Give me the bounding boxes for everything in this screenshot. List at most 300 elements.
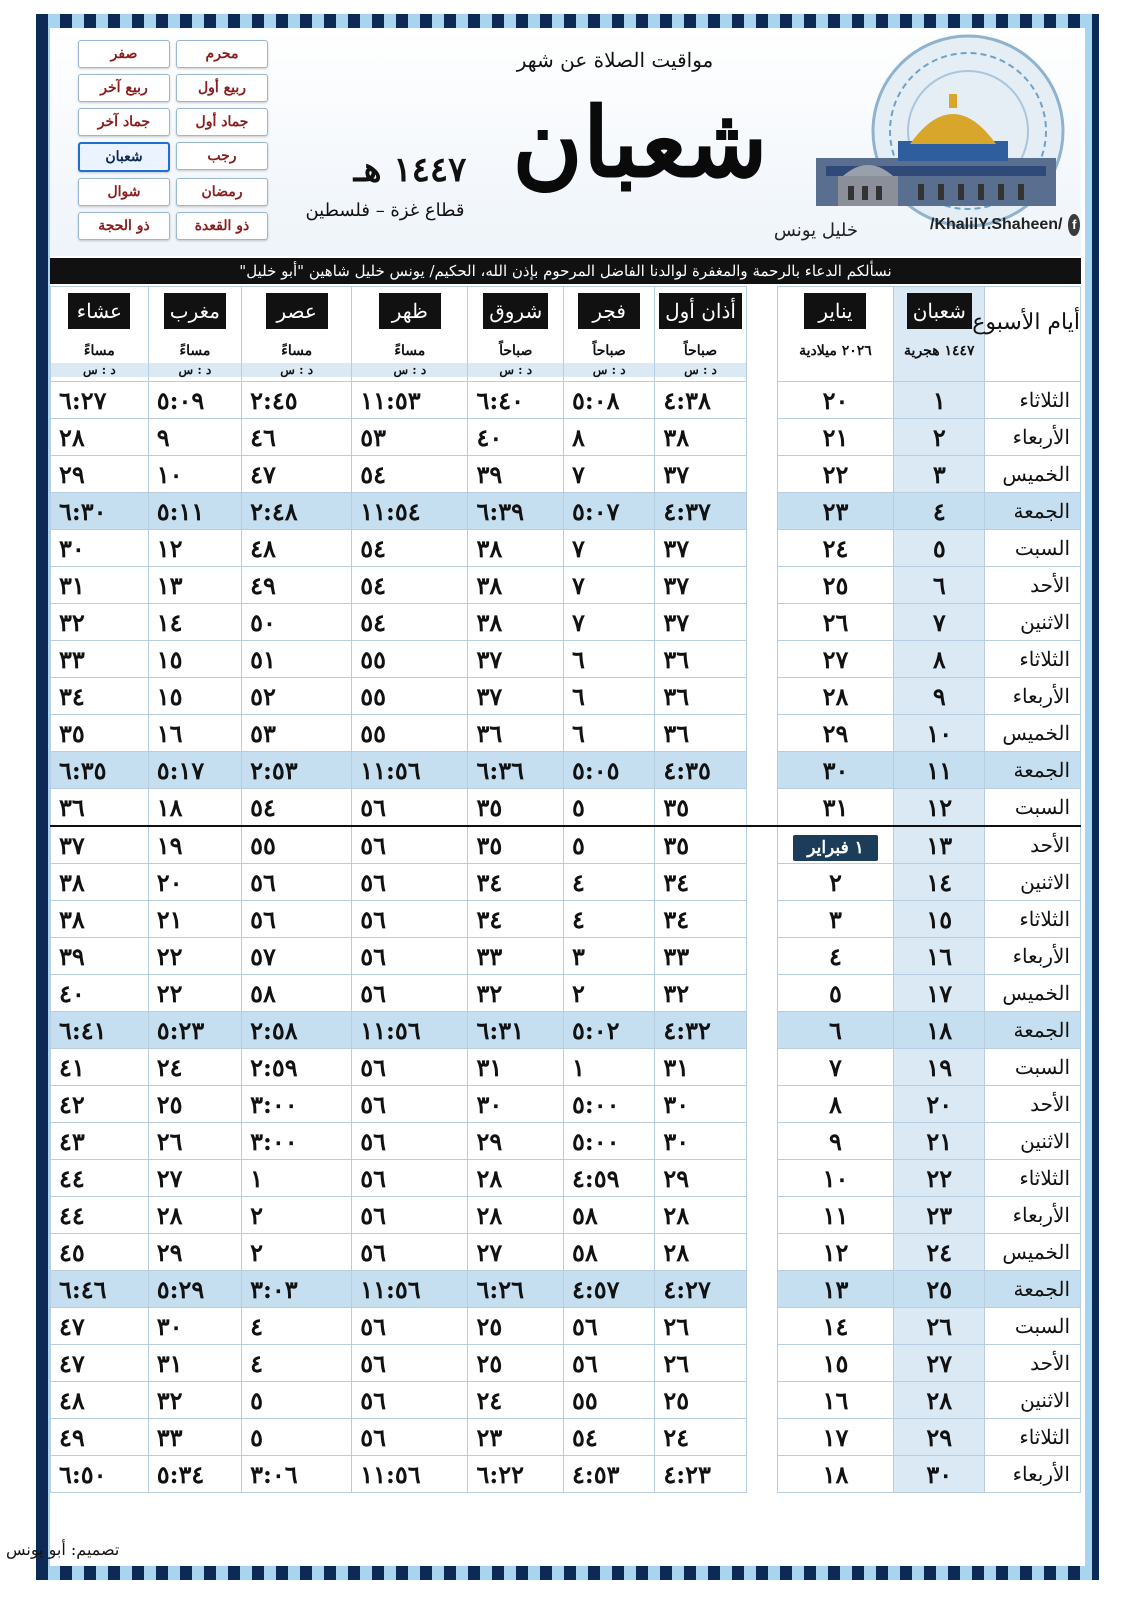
prayer-time-cell: ٦:٣٩ bbox=[468, 493, 564, 530]
day-name: الخميس bbox=[985, 1234, 1081, 1271]
prayer-label: ظهر bbox=[379, 293, 441, 329]
prayer-time-cell: ٤:٣٧ bbox=[655, 493, 746, 530]
prayer-time-cell: ٢٧ bbox=[468, 1234, 564, 1271]
prayer-time-cell: ٣٢ bbox=[468, 975, 564, 1012]
prayer-time-cell: ٥٧ bbox=[242, 938, 352, 975]
hijri-day: ٢٢ bbox=[894, 1160, 985, 1197]
hijri-day: ٢٦ bbox=[894, 1308, 985, 1345]
prayer-time-cell: ٢١ bbox=[148, 901, 241, 938]
prayer-time-cell: ٥٦ bbox=[352, 826, 468, 864]
day-name: السبت bbox=[985, 1308, 1081, 1345]
header-prayer-3 bbox=[352, 287, 468, 382]
gregorian-day: ٢٨ bbox=[777, 678, 893, 715]
prayer-time-cell: ٤ bbox=[563, 864, 654, 901]
prayer-label: عصر bbox=[266, 293, 328, 329]
prayer-period: صباحاً bbox=[683, 343, 718, 359]
prayer-time-cell: ٢٩ bbox=[655, 1160, 746, 1197]
prayer-period: مساءً bbox=[281, 343, 313, 359]
table-row bbox=[51, 1419, 1081, 1456]
gregorian-day: ٢ bbox=[777, 864, 893, 901]
table-row bbox=[51, 1382, 1081, 1419]
day-name: السبت bbox=[985, 530, 1081, 567]
time-unit: د : س bbox=[564, 363, 654, 377]
prayer-time-cell: ٣٥ bbox=[468, 789, 564, 827]
day-name: الأربعاء bbox=[985, 419, 1081, 456]
hijri-day: ٧ bbox=[894, 604, 985, 641]
prayer-time-cell: ٤:٣٨ bbox=[655, 382, 746, 419]
prayer-time-cell: ٣٢ bbox=[51, 604, 149, 641]
prayer-time-cell: ٥٣ bbox=[242, 715, 352, 752]
gregorian-day: ٢٩ bbox=[777, 715, 893, 752]
prayer-time-cell: ٣٩ bbox=[51, 938, 149, 975]
month-chip[interactable]: محرم bbox=[176, 40, 268, 68]
prayer-time-cell: ٥٦ bbox=[352, 1123, 468, 1160]
gregorian-day: ٥ bbox=[777, 975, 893, 1012]
column-gap bbox=[746, 901, 777, 938]
prayer-time-cell: ٥٦ bbox=[352, 1160, 468, 1197]
hijri-day: ١٣ bbox=[894, 826, 985, 864]
prayer-time-cell: ٥٦ bbox=[352, 1234, 468, 1271]
dua-banner: نسألكم الدعاء بالرحمة والمغفرة لوالدنا الفاضل المرحوم بإذن الله، الحكيم/ يونس خليل شاهين "أبو خليل" bbox=[50, 258, 1081, 284]
prayer-time-cell: ٢٩ bbox=[468, 1123, 564, 1160]
day-name: الجمعة bbox=[985, 752, 1081, 789]
table-row bbox=[51, 1308, 1081, 1345]
prayer-time-cell: ٥:١٧ bbox=[148, 752, 241, 789]
day-name: الأحد bbox=[985, 1086, 1081, 1123]
prayer-time-cell: ٢٨ bbox=[655, 1197, 746, 1234]
prayer-time-cell: ٢:٥٩ bbox=[242, 1049, 352, 1086]
region-label: قطاع غزة – فلسطين bbox=[305, 200, 465, 221]
column-gap bbox=[746, 975, 777, 1012]
prayer-time-cell: ٣٨ bbox=[468, 530, 564, 567]
month-chip[interactable]: صفر bbox=[78, 40, 170, 68]
prayer-time-cell: ٣٧ bbox=[468, 641, 564, 678]
table-row bbox=[51, 975, 1081, 1012]
prayer-time-cell: ٢ bbox=[242, 1197, 352, 1234]
prayer-time-cell: ١٤ bbox=[148, 604, 241, 641]
prayer-time-cell: ٣٥ bbox=[468, 826, 564, 864]
day-name: الاثنين bbox=[985, 1382, 1081, 1419]
prayer-time-cell: ٥:٠٠ bbox=[563, 1123, 654, 1160]
prayer-label: أذان أول bbox=[659, 293, 742, 329]
prayer-time-cell: ٣٧ bbox=[655, 604, 746, 641]
month-chip[interactable]: جماد أول bbox=[176, 108, 268, 136]
day-name: السبت bbox=[985, 1049, 1081, 1086]
day-name: الثلاثاء bbox=[985, 901, 1081, 938]
prayer-time-cell: ٥٥ bbox=[242, 826, 352, 864]
prayer-time-cell: ٣٠ bbox=[655, 1123, 746, 1160]
prayer-time-cell: ٣٧ bbox=[655, 456, 746, 493]
month-chip[interactable]: ذو القعدة bbox=[176, 212, 268, 240]
prayer-time-cell: ٦:٣٠ bbox=[51, 493, 149, 530]
prayer-time-cell: ٣٣ bbox=[148, 1419, 241, 1456]
prayer-time-cell: ٤٦ bbox=[242, 419, 352, 456]
prayer-time-cell: ٣٤ bbox=[51, 678, 149, 715]
prayer-period: مساءً bbox=[83, 343, 115, 359]
prayer-time-cell: ٤٣ bbox=[51, 1123, 149, 1160]
day-name: الجمعة bbox=[985, 493, 1081, 530]
prayer-time-cell: ٥:٠٧ bbox=[563, 493, 654, 530]
prayer-time-cell: ٣٥ bbox=[51, 715, 149, 752]
prayer-time-cell: ٥ bbox=[242, 1419, 352, 1456]
hijri-day: ٢ bbox=[894, 419, 985, 456]
prayer-time-cell: ٦:٣١ bbox=[468, 1012, 564, 1049]
time-unit: د : س bbox=[149, 363, 241, 377]
prayer-time-cell: ٤:٢٣ bbox=[655, 1456, 746, 1493]
prayer-time-cell: ٥٥ bbox=[352, 641, 468, 678]
table-row bbox=[51, 826, 1081, 864]
prayer-time-cell: ٦:٤١ bbox=[51, 1012, 149, 1049]
prayer-time-cell: ١ bbox=[242, 1160, 352, 1197]
column-gap bbox=[746, 493, 777, 530]
gregorian-day: ١٨ bbox=[777, 1456, 893, 1493]
prayer-time-cell: ٥٥ bbox=[352, 715, 468, 752]
gregorian-day: ٩ bbox=[777, 1123, 893, 1160]
gregorian-day: ١٣ bbox=[777, 1271, 893, 1308]
prayer-label: مغرب bbox=[164, 293, 226, 329]
prayer-time-cell: ٢٤ bbox=[655, 1419, 746, 1456]
column-gap bbox=[746, 1345, 777, 1382]
header-prayer-5 bbox=[148, 287, 241, 382]
gregorian-day: ٨ bbox=[777, 1086, 893, 1123]
month-chip[interactable]: ربيع أول bbox=[176, 74, 268, 102]
prayer-time-cell: ٥:٠٩ bbox=[148, 382, 241, 419]
prayer-time-cell: ٣٦ bbox=[655, 678, 746, 715]
table-row bbox=[51, 1160, 1081, 1197]
gregorian-day: ٢٠ bbox=[777, 382, 893, 419]
hijri-year: ١٤٤٧ هـ bbox=[353, 150, 467, 190]
time-unit: د : س bbox=[655, 363, 745, 377]
prayer-time-cell: ٤:٥٩ bbox=[563, 1160, 654, 1197]
column-gap bbox=[746, 567, 777, 604]
prayer-time-cell: ٥٦ bbox=[563, 1308, 654, 1345]
prayer-time-cell: ٣١ bbox=[51, 567, 149, 604]
prayer-time-cell: ٤٩ bbox=[242, 567, 352, 604]
prayer-time-cell: ٣٧ bbox=[51, 826, 149, 864]
prayer-time-cell: ٥٨ bbox=[242, 975, 352, 1012]
header-prayer-4 bbox=[242, 287, 352, 382]
prayer-time-cell: ٥ bbox=[563, 789, 654, 827]
prayer-time-cell: ٣٨ bbox=[468, 567, 564, 604]
prayer-time-cell: ٥ bbox=[242, 1382, 352, 1419]
prayer-time-cell: ٥٤ bbox=[352, 530, 468, 567]
hijri-day: ٤ bbox=[894, 493, 985, 530]
prayer-time-cell: ٥٦ bbox=[352, 1049, 468, 1086]
gregorian-day: ١١ bbox=[777, 1197, 893, 1234]
prayer-time-cell: ١٨ bbox=[148, 789, 241, 827]
prayer-time-cell: ٧ bbox=[563, 567, 654, 604]
table-row bbox=[51, 604, 1081, 641]
prayer-time-cell: ٤٩ bbox=[51, 1419, 149, 1456]
hijri-day: ١ bbox=[894, 382, 985, 419]
prayer-times-body bbox=[51, 382, 1081, 1493]
hijri-day: ١٥ bbox=[894, 901, 985, 938]
prayer-time-cell: ٣:٠٠ bbox=[242, 1123, 352, 1160]
prayer-time-cell: ٥٦ bbox=[563, 1345, 654, 1382]
hijri-day: ١٤ bbox=[894, 864, 985, 901]
prayer-time-cell: ٥٦ bbox=[352, 938, 468, 975]
prayer-time-cell: ٢:٤٥ bbox=[242, 382, 352, 419]
prayer-time-cell: ٥:٠٨ bbox=[563, 382, 654, 419]
table-row bbox=[51, 567, 1081, 604]
column-gap bbox=[746, 752, 777, 789]
prayer-time-cell: ٢٨ bbox=[468, 1197, 564, 1234]
month-selector bbox=[78, 40, 268, 240]
gregorian-day: ٢١ bbox=[777, 419, 893, 456]
month-start-badge: ١ فبراير bbox=[793, 835, 878, 861]
prayer-time-cell: ٣٠ bbox=[468, 1086, 564, 1123]
prayer-time-cell: ٥ bbox=[563, 826, 654, 864]
hijri-day: ٢٤ bbox=[894, 1234, 985, 1271]
month-chip[interactable]: شعبان bbox=[78, 142, 170, 172]
prayer-time-cell: ٢٥ bbox=[468, 1345, 564, 1382]
prayer-time-cell: ٢:٥٣ bbox=[242, 752, 352, 789]
prayer-time-cell: ٦ bbox=[563, 678, 654, 715]
prayer-time-cell: ٥:٠٠ bbox=[563, 1086, 654, 1123]
column-gap bbox=[746, 678, 777, 715]
gregorian-day: ٢٧ bbox=[777, 641, 893, 678]
day-name: الأربعاء bbox=[985, 938, 1081, 975]
gregorian-sub: ٢٠٢٦ ميلادية bbox=[799, 343, 872, 359]
hijri-day: ١٠ bbox=[894, 715, 985, 752]
prayer-time-cell: ٢٨ bbox=[148, 1197, 241, 1234]
subtitle: مواقيت الصلاة عن شهر bbox=[516, 48, 714, 72]
month-chip[interactable]: رجب bbox=[176, 142, 268, 170]
prayer-time-cell: ٦:٢٦ bbox=[468, 1271, 564, 1308]
prayer-time-cell: ٥٤ bbox=[242, 789, 352, 827]
prayer-time-cell: ٢ bbox=[563, 975, 654, 1012]
prayer-time-cell: ٣٤ bbox=[468, 901, 564, 938]
prayer-time-cell: ٣:٠٣ bbox=[242, 1271, 352, 1308]
table-row bbox=[51, 864, 1081, 901]
column-gap bbox=[746, 1049, 777, 1086]
table-row bbox=[51, 678, 1081, 715]
gregorian-day bbox=[777, 826, 893, 864]
table-row bbox=[51, 1086, 1081, 1123]
gregorian-day: ٣ bbox=[777, 901, 893, 938]
prayer-time-cell: ٤ bbox=[563, 901, 654, 938]
column-gap bbox=[746, 1234, 777, 1271]
prayer-time-cell: ٢٣ bbox=[468, 1419, 564, 1456]
day-name: الثلاثاء bbox=[985, 641, 1081, 678]
month-chip[interactable]: رمضان bbox=[176, 178, 268, 206]
prayer-time-cell: ٣٤ bbox=[468, 864, 564, 901]
prayer-time-cell: ٣٦ bbox=[51, 789, 149, 827]
table-row bbox=[51, 1012, 1081, 1049]
day-name: الخميس bbox=[985, 456, 1081, 493]
prayer-time-cell: ٥٦ bbox=[242, 901, 352, 938]
column-gap bbox=[746, 1123, 777, 1160]
prayer-time-cell: ٣٤ bbox=[655, 864, 746, 901]
month-chip[interactable]: جماد آخر bbox=[78, 108, 170, 136]
prayer-time-cell: ٣٧ bbox=[655, 530, 746, 567]
prayer-time-cell: ٣٦ bbox=[655, 715, 746, 752]
prayer-time-cell: ٤٨ bbox=[242, 530, 352, 567]
prayer-time-cell: ٥٣ bbox=[352, 419, 468, 456]
prayer-time-cell: ١١:٥٦ bbox=[352, 1456, 468, 1493]
day-name: الأربعاء bbox=[985, 678, 1081, 715]
prayer-time-cell: ٣٥ bbox=[655, 826, 746, 864]
gregorian-day: ٤ bbox=[777, 938, 893, 975]
column-gap bbox=[746, 826, 777, 864]
prayer-time-cell: ٣١ bbox=[148, 1345, 241, 1382]
prayer-time-cell: ٥٤ bbox=[352, 456, 468, 493]
hijri-month-label: شعبان bbox=[907, 293, 972, 329]
hijri-day: ٢٠ bbox=[894, 1086, 985, 1123]
prayer-time-cell: ٦ bbox=[563, 641, 654, 678]
table-row bbox=[51, 641, 1081, 678]
prayer-time-cell: ٥:٠٥ bbox=[563, 752, 654, 789]
prayer-time-cell: ٣٧ bbox=[655, 567, 746, 604]
prayer-period: صباحاً bbox=[592, 343, 626, 359]
time-unit: د : س bbox=[242, 363, 351, 377]
prayer-time-cell: ٥:٢٩ bbox=[148, 1271, 241, 1308]
prayer-time-cell: ٣٤ bbox=[655, 901, 746, 938]
prayer-time-cell: ١١:٥٦ bbox=[352, 1271, 468, 1308]
prayer-time-cell: ٤:٢٧ bbox=[655, 1271, 746, 1308]
prayer-calendar-sheet bbox=[50, 28, 1081, 1560]
prayer-time-cell: ٣٠ bbox=[148, 1308, 241, 1345]
day-name: الثلاثاء bbox=[985, 382, 1081, 419]
gregorian-day: ١٤ bbox=[777, 1308, 893, 1345]
table-row bbox=[51, 938, 1081, 975]
facebook-icon: f bbox=[1068, 214, 1080, 236]
prayer-period: مساءً bbox=[394, 343, 426, 359]
month-title: شعبان bbox=[512, 86, 768, 199]
header-prayer-6 bbox=[51, 287, 149, 382]
prayer-time-cell: ٤ bbox=[242, 1308, 352, 1345]
hijri-day: ٢٣ bbox=[894, 1197, 985, 1234]
prayer-time-cell: ٤٧ bbox=[51, 1345, 149, 1382]
column-gap bbox=[746, 715, 777, 752]
prayer-time-cell: ٣٠ bbox=[51, 530, 149, 567]
prayer-time-cell: ٣١ bbox=[655, 1049, 746, 1086]
prayer-time-cell: ٦:٤٦ bbox=[51, 1271, 149, 1308]
prayer-time-cell: ١٥ bbox=[148, 641, 241, 678]
prayer-time-cell: ٢ bbox=[242, 1234, 352, 1271]
day-name: الأحد bbox=[985, 1345, 1081, 1382]
column-gap bbox=[746, 530, 777, 567]
prayer-time-cell: ٥٤ bbox=[352, 604, 468, 641]
table-row bbox=[51, 530, 1081, 567]
header-gregorian bbox=[777, 287, 893, 382]
prayer-time-cell: ٢٢ bbox=[148, 975, 241, 1012]
prayer-time-cell: ٣٨ bbox=[468, 604, 564, 641]
prayer-time-cell: ٥٦ bbox=[352, 975, 468, 1012]
prayer-time-cell: ٤٤ bbox=[51, 1197, 149, 1234]
prayer-time-cell: ٣٠ bbox=[655, 1086, 746, 1123]
prayer-times-table bbox=[50, 286, 1081, 1493]
hijri-day: ٢٧ bbox=[894, 1345, 985, 1382]
month-chip[interactable]: ربيع آخر bbox=[78, 74, 170, 102]
table-row bbox=[51, 419, 1081, 456]
time-unit: د : س bbox=[51, 363, 148, 377]
table-row bbox=[51, 901, 1081, 938]
prayer-time-cell: ٥٦ bbox=[352, 789, 468, 827]
day-name: الأحد bbox=[985, 826, 1081, 864]
prayer-time-cell: ٣٣ bbox=[655, 938, 746, 975]
prayer-time-cell: ٥٢ bbox=[242, 678, 352, 715]
hijri-day: ٣٠ bbox=[894, 1456, 985, 1493]
gregorian-day: ٧ bbox=[777, 1049, 893, 1086]
gregorian-day: ٢٦ bbox=[777, 604, 893, 641]
month-chip[interactable]: ذو الحجة bbox=[78, 212, 170, 240]
prayer-time-cell: ٣:٠٦ bbox=[242, 1456, 352, 1493]
prayer-time-cell: ٦:٢٧ bbox=[51, 382, 149, 419]
prayer-time-cell: ٢:٤٨ bbox=[242, 493, 352, 530]
gregorian-day: ٢٢ bbox=[777, 456, 893, 493]
prayer-time-cell: ١٦ bbox=[148, 715, 241, 752]
prayer-time-cell: ٥٦ bbox=[352, 1382, 468, 1419]
hijri-day: ٢٨ bbox=[894, 1382, 985, 1419]
prayer-time-cell: ٤:٥٧ bbox=[563, 1271, 654, 1308]
hijri-day: ١٢ bbox=[894, 789, 985, 827]
prayer-time-cell: ٥٦ bbox=[352, 1308, 468, 1345]
day-name: الاثنين bbox=[985, 864, 1081, 901]
prayer-time-cell: ١٥ bbox=[148, 678, 241, 715]
prayer-time-cell: ٥٤ bbox=[563, 1419, 654, 1456]
day-name: السبت bbox=[985, 789, 1081, 827]
prayer-time-cell: ٢٦ bbox=[655, 1345, 746, 1382]
column-gap bbox=[746, 1160, 777, 1197]
prayer-time-cell: ٥:١١ bbox=[148, 493, 241, 530]
table-row bbox=[51, 493, 1081, 530]
prayer-time-cell: ٤:٥٣ bbox=[563, 1456, 654, 1493]
prayer-time-cell: ٦:٤٠ bbox=[468, 382, 564, 419]
time-unit: د : س bbox=[468, 363, 563, 377]
prayer-label: شروق bbox=[483, 293, 548, 329]
prayer-time-cell: ١٢ bbox=[148, 530, 241, 567]
month-chip[interactable]: شوال bbox=[78, 178, 170, 206]
column-gap bbox=[746, 641, 777, 678]
prayer-time-cell: ٤٥ bbox=[51, 1234, 149, 1271]
table-row bbox=[51, 1271, 1081, 1308]
prayer-time-cell: ٥٦ bbox=[352, 1345, 468, 1382]
gregorian-day: ٣٠ bbox=[777, 752, 893, 789]
gregorian-day: ١٧ bbox=[777, 1419, 893, 1456]
prayer-time-cell: ٥٠ bbox=[242, 604, 352, 641]
table-row bbox=[51, 752, 1081, 789]
prayer-time-cell: ٤٢ bbox=[51, 1086, 149, 1123]
prayer-time-cell: ٤٨ bbox=[51, 1382, 149, 1419]
column-gap bbox=[746, 1197, 777, 1234]
prayer-time-cell: ٣٩ bbox=[468, 456, 564, 493]
time-unit: د : س bbox=[352, 363, 467, 377]
gregorian-day: ٢٤ bbox=[777, 530, 893, 567]
prayer-time-cell: ٥٦ bbox=[352, 901, 468, 938]
table-row bbox=[51, 1234, 1081, 1271]
prayer-time-cell: ٥٥ bbox=[563, 1382, 654, 1419]
header-prayer-1 bbox=[563, 287, 654, 382]
social-handle-text: /KhalilY.Shaheen/ bbox=[930, 216, 1063, 233]
gregorian-day: ١٦ bbox=[777, 1382, 893, 1419]
column-gap bbox=[746, 456, 777, 493]
prayer-time-cell: ٧ bbox=[563, 530, 654, 567]
prayer-time-cell: ٤٠ bbox=[468, 419, 564, 456]
prayer-time-cell: ٢٤ bbox=[148, 1049, 241, 1086]
column-gap bbox=[746, 1456, 777, 1493]
prayer-time-cell: ٢٥ bbox=[148, 1086, 241, 1123]
prayer-time-cell: ٣٢ bbox=[148, 1382, 241, 1419]
prayer-time-cell: ٩ bbox=[148, 419, 241, 456]
prayer-time-cell: ٧ bbox=[563, 604, 654, 641]
table-row bbox=[51, 1197, 1081, 1234]
header-prayer-2 bbox=[468, 287, 564, 382]
day-name: الأحد bbox=[985, 567, 1081, 604]
prayer-time-cell: ٢٥ bbox=[655, 1382, 746, 1419]
hijri-day: ٥ bbox=[894, 530, 985, 567]
table-row bbox=[51, 715, 1081, 752]
